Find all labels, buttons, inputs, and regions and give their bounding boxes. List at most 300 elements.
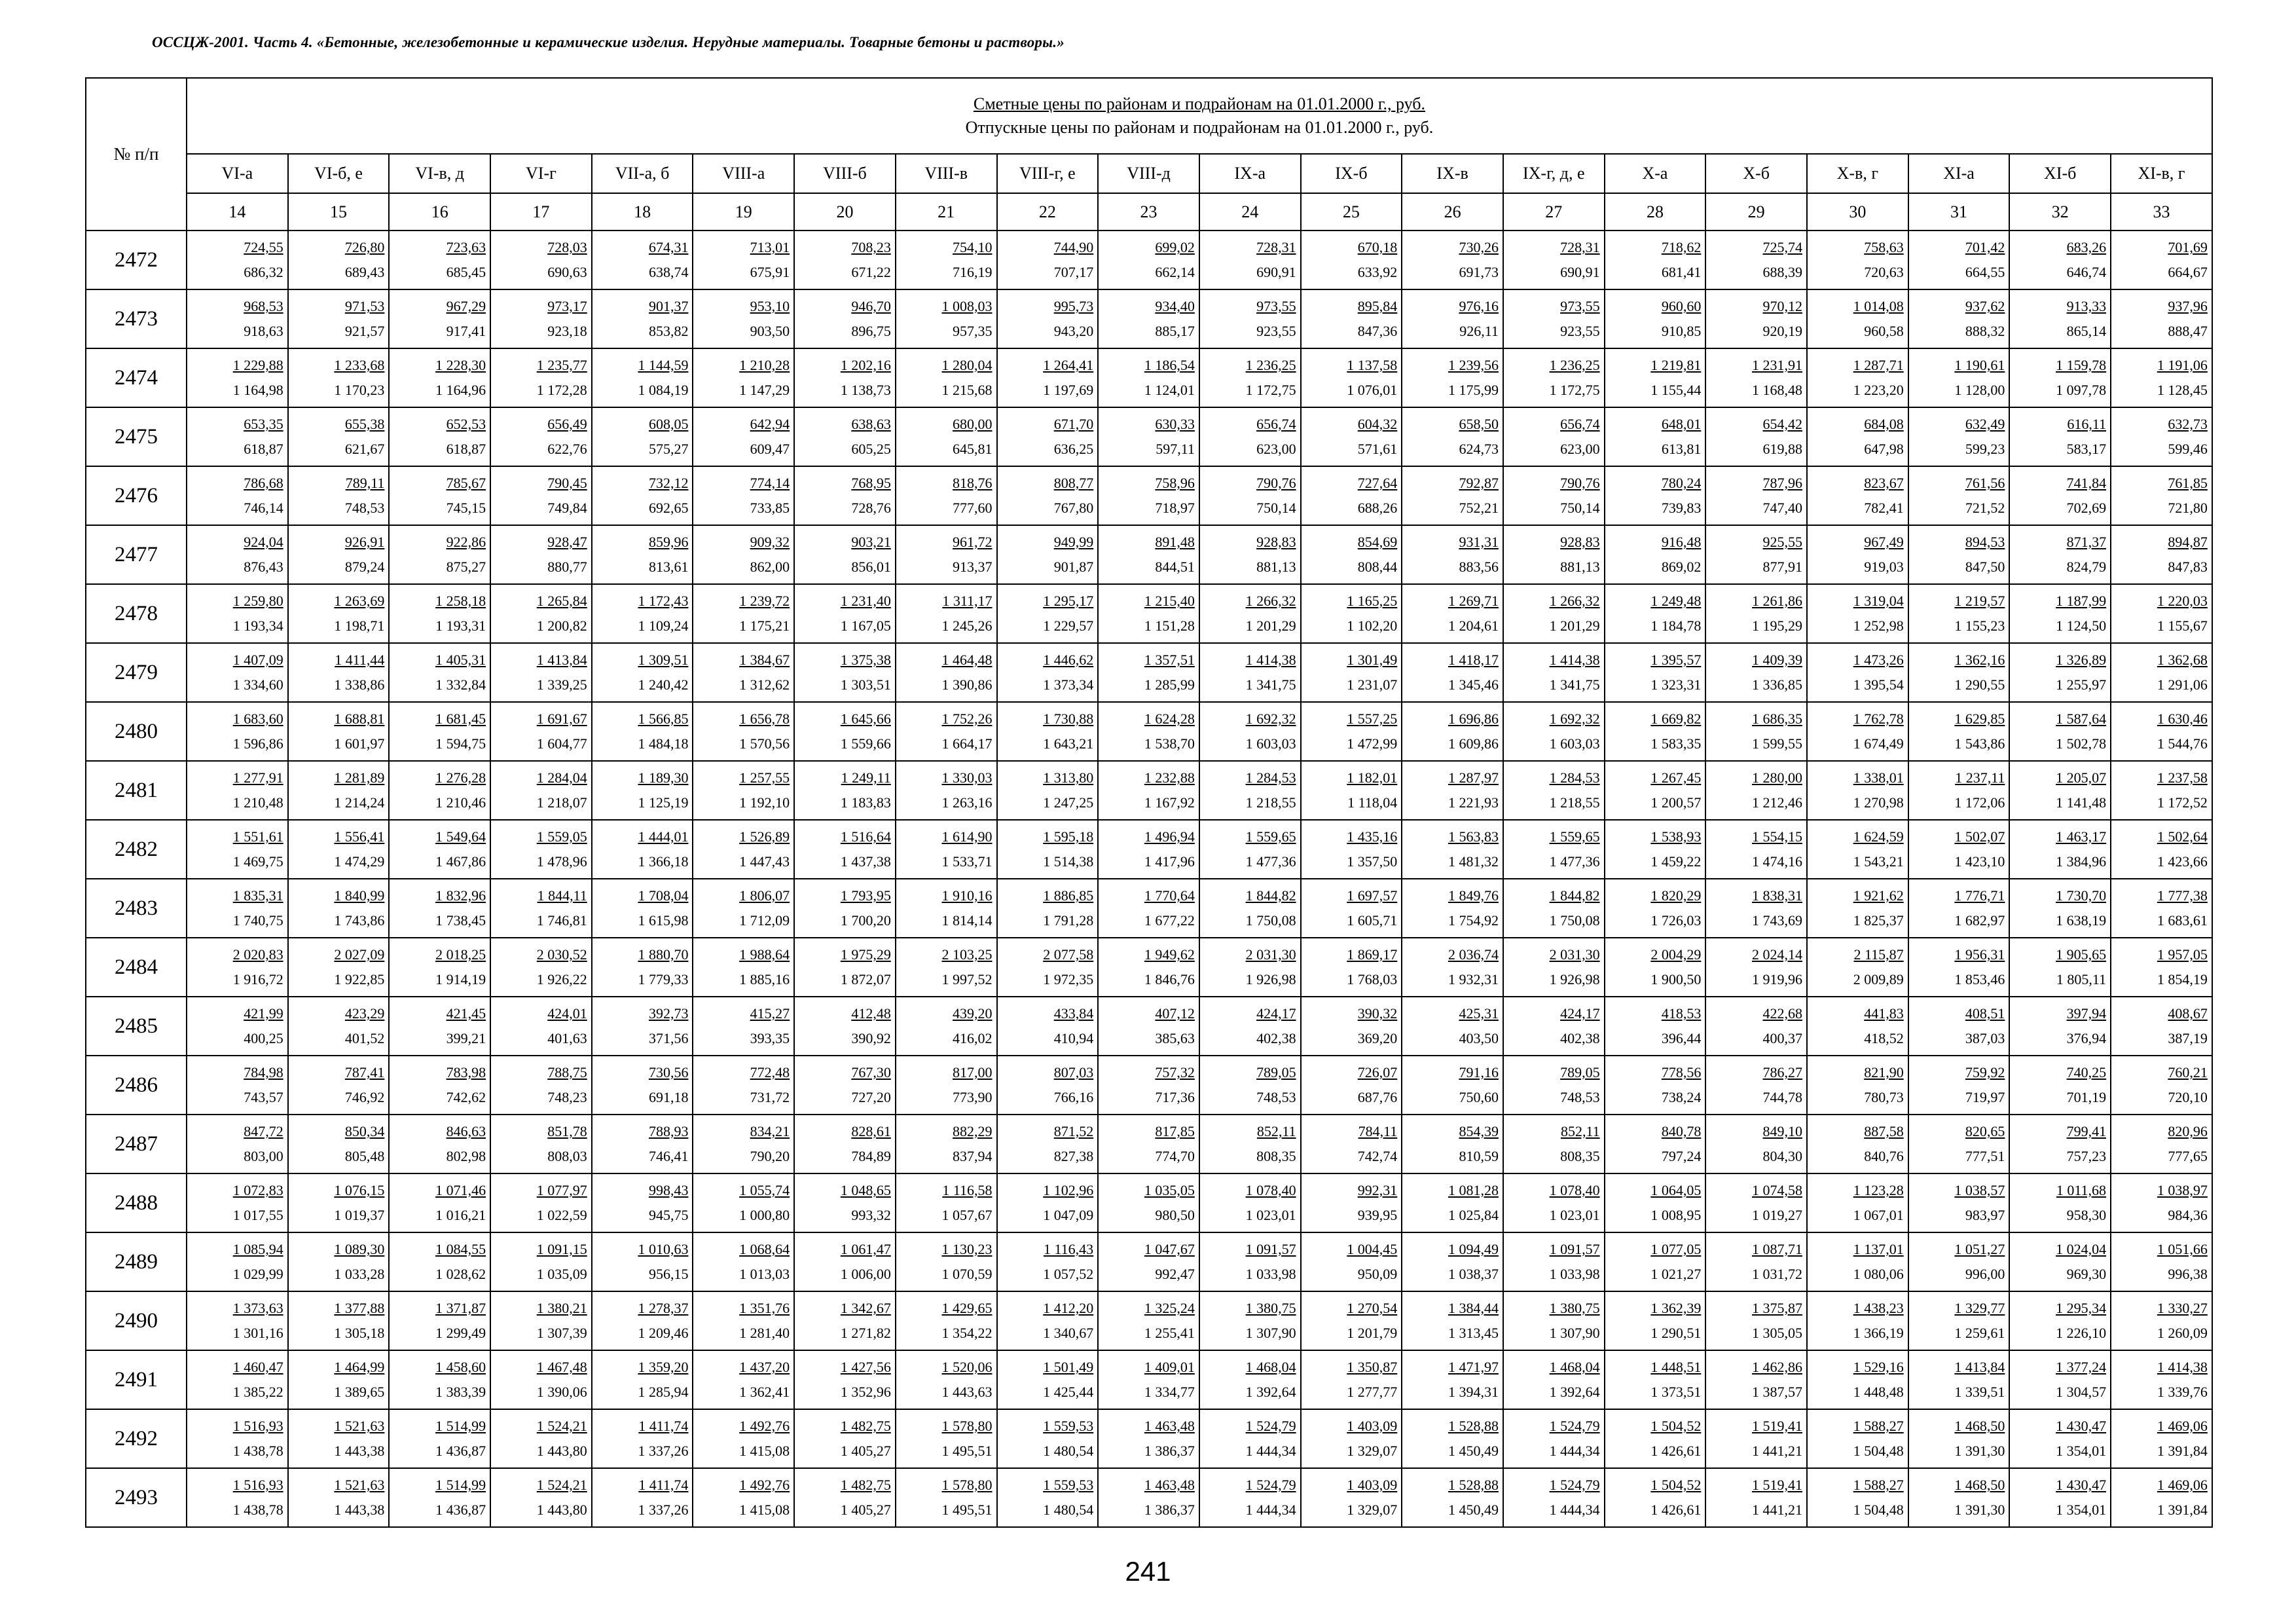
release-price: 996,38 xyxy=(2168,1266,2208,1282)
estimate-price: 415,27 xyxy=(750,1005,790,1022)
release-price: 1 391,30 xyxy=(1954,1502,2005,1518)
price-cell xyxy=(997,1056,1099,1115)
price-cell xyxy=(187,702,288,761)
release-price: 1 247,25 xyxy=(1043,794,1094,811)
price-cell xyxy=(389,820,490,879)
estimate-price: 2 103,25 xyxy=(941,946,993,963)
release-price: 1 444,34 xyxy=(1245,1443,1296,1459)
price-cell xyxy=(1199,879,1301,938)
release-price: 1 495,51 xyxy=(941,1502,993,1518)
release-price: 1 459,22 xyxy=(1650,853,1702,870)
release-price: 1 443,80 xyxy=(536,1502,587,1518)
price-cell xyxy=(1199,231,1301,289)
release-price: 690,63 xyxy=(547,264,587,280)
price-cell xyxy=(2111,289,2212,348)
estimate-price: 1 681,45 xyxy=(435,710,486,727)
price-cell xyxy=(896,407,997,466)
release-price: 1 814,14 xyxy=(941,912,993,929)
estimate-price: 1 087,71 xyxy=(1752,1241,1802,1257)
release-price: 1 008,95 xyxy=(1650,1207,1702,1223)
release-price: 903,50 xyxy=(750,323,790,339)
price-cell xyxy=(1098,584,1199,643)
release-price: 622,76 xyxy=(547,441,587,457)
price-cell xyxy=(592,584,693,643)
price-cell xyxy=(693,525,794,584)
release-price: 1 057,67 xyxy=(941,1207,993,1223)
price-cell xyxy=(1402,1409,1503,1468)
release-price: 418,52 xyxy=(1864,1030,1904,1046)
release-price: 1 175,99 xyxy=(1448,382,1499,398)
price-cell xyxy=(1705,820,1807,879)
price-cell xyxy=(490,1409,592,1468)
price-cell xyxy=(2111,1173,2212,1232)
estimate-price: 849,10 xyxy=(1762,1123,1802,1139)
estimate-price: 1 624,59 xyxy=(1853,828,1904,845)
estimate-price: 604,32 xyxy=(1357,416,1398,432)
estimate-price: 937,62 xyxy=(1965,298,2005,314)
price-cell xyxy=(1908,1173,2010,1232)
price-cell xyxy=(794,525,896,584)
price-cell xyxy=(2009,1173,2111,1232)
estimate-price: 1 233,68 xyxy=(334,357,385,373)
release-price: 1 263,16 xyxy=(941,794,993,811)
estimate-price: 2 031,30 xyxy=(1245,946,1296,963)
estimate-price: 728,03 xyxy=(547,239,587,255)
release-price: 1 594,75 xyxy=(435,735,486,752)
price-cell xyxy=(288,820,390,879)
price-cell xyxy=(1705,1232,1807,1291)
price-cell xyxy=(997,466,1099,525)
estimate-price: 1 413,84 xyxy=(1954,1359,2005,1375)
release-price: 720,10 xyxy=(2168,1089,2208,1105)
price-table xyxy=(85,77,2213,1528)
region-header-row xyxy=(86,154,2212,193)
release-price: 662,14 xyxy=(1155,264,1195,280)
estimate-price: 847,72 xyxy=(244,1123,283,1139)
price-cell xyxy=(794,289,896,348)
price-cell xyxy=(896,1409,997,1468)
estimate-price: 1 501,49 xyxy=(1043,1359,1094,1375)
release-price: 1 448,48 xyxy=(1853,1384,1904,1400)
column-number: 25 xyxy=(1301,193,1402,231)
estimate-price: 1 538,93 xyxy=(1650,828,1702,845)
release-price: 1 504,48 xyxy=(1853,1502,1904,1518)
release-price: 691,73 xyxy=(1459,264,1499,280)
release-price: 827,38 xyxy=(1053,1148,1094,1164)
estimate-price: 1 880,70 xyxy=(638,946,689,963)
release-price: 1 336,85 xyxy=(1752,676,1802,693)
estimate-price: 1 172,43 xyxy=(638,593,689,609)
estimate-price: 1 496,94 xyxy=(1144,828,1195,845)
release-price: 1 390,06 xyxy=(536,1384,587,1400)
release-price: 1 057,52 xyxy=(1043,1266,1094,1282)
price-cell xyxy=(490,348,592,407)
estimate-price: 968,53 xyxy=(244,298,283,314)
estimate-price: 632,73 xyxy=(2168,416,2208,432)
price-cell xyxy=(1199,1115,1301,1173)
estimate-price: 786,68 xyxy=(244,475,283,491)
estimate-price: 730,56 xyxy=(648,1064,689,1080)
release-price: 1 260,09 xyxy=(2157,1325,2208,1341)
release-price: 1 332,84 xyxy=(435,676,486,693)
release-price: 1 480,54 xyxy=(1043,1443,1094,1459)
estimate-price: 934,40 xyxy=(1155,298,1195,314)
estimate-price: 1 267,45 xyxy=(1650,769,1702,786)
estimate-price: 1 229,88 xyxy=(232,357,283,373)
region-header: VIII-б xyxy=(794,154,896,193)
price-cell xyxy=(794,820,896,879)
estimate-price: 656,49 xyxy=(547,416,587,432)
release-price: 824,79 xyxy=(2066,559,2107,575)
price-cell xyxy=(2009,525,2111,584)
price-cell xyxy=(896,1291,997,1350)
price-cell xyxy=(1503,997,1605,1056)
price-cell xyxy=(1908,1056,2010,1115)
estimate-price: 1 182,01 xyxy=(1347,769,1398,786)
release-price: 1 033,98 xyxy=(1549,1266,1600,1282)
region-header: VIII-г, е xyxy=(997,154,1099,193)
price-cell xyxy=(896,1350,997,1409)
release-price: 1 345,46 xyxy=(1448,676,1499,693)
price-cell xyxy=(1301,820,1402,879)
release-price: 1 080,06 xyxy=(1853,1266,1904,1282)
price-cell xyxy=(2009,1232,2111,1291)
release-price: 2 009,89 xyxy=(1853,971,1904,987)
estimate-price: 1 375,38 xyxy=(840,652,891,668)
estimate-price: 1 730,70 xyxy=(2056,887,2107,904)
release-price: 957,35 xyxy=(953,323,993,339)
price-cell xyxy=(2009,1468,2111,1527)
estimate-price: 1 838,31 xyxy=(1752,887,1802,904)
price-cell xyxy=(1402,1291,1503,1350)
release-price: 1 304,57 xyxy=(2056,1384,2107,1400)
estimate-price: 903,21 xyxy=(851,534,891,550)
price-cell xyxy=(693,702,794,761)
release-price: 1 209,46 xyxy=(638,1325,689,1341)
release-price: 1 167,92 xyxy=(1144,794,1195,811)
estimate-price: 754,10 xyxy=(953,239,993,255)
release-price: 881,13 xyxy=(1560,559,1600,575)
release-price: 780,73 xyxy=(1864,1089,1904,1105)
estimate-price: 1 091,57 xyxy=(1245,1241,1296,1257)
release-price: 1 198,71 xyxy=(334,618,385,634)
release-price: 1 067,01 xyxy=(1853,1207,1904,1223)
price-cell xyxy=(2009,407,2111,466)
estimate-price: 1 064,05 xyxy=(1650,1182,1702,1198)
release-price: 1 124,50 xyxy=(2056,618,2107,634)
price-cell xyxy=(490,702,592,761)
table-row xyxy=(86,1291,2212,1350)
release-price: 782,41 xyxy=(1864,500,1904,516)
estimate-price: 725,74 xyxy=(1762,239,1802,255)
price-cell xyxy=(1098,466,1199,525)
release-price: 1 109,24 xyxy=(638,618,689,634)
release-price: 1 373,51 xyxy=(1650,1384,1702,1400)
release-price: 945,75 xyxy=(648,1207,689,1223)
estimate-price: 1 078,40 xyxy=(1245,1182,1296,1198)
price-cell xyxy=(997,1291,1099,1350)
estimate-price: 744,90 xyxy=(1053,239,1094,255)
estimate-price: 772,48 xyxy=(750,1064,790,1080)
estimate-price: 2 036,74 xyxy=(1448,946,1499,963)
release-price: 1 395,54 xyxy=(1853,676,1904,693)
estimate-price: 680,00 xyxy=(953,416,993,432)
release-price: 1 215,68 xyxy=(941,382,993,398)
release-price: 1 609,86 xyxy=(1448,735,1499,752)
estimate-price: 818,76 xyxy=(953,475,993,491)
estimate-price: 1 446,62 xyxy=(1043,652,1094,668)
release-price: 638,74 xyxy=(648,264,689,280)
release-price: 1 312,62 xyxy=(739,676,790,693)
estimate-price: 759,92 xyxy=(1965,1064,2005,1080)
estimate-price: 1 287,97 xyxy=(1448,769,1499,786)
release-price: 1 386,37 xyxy=(1144,1443,1195,1459)
price-cell xyxy=(187,1468,288,1527)
estimate-price: 1 468,04 xyxy=(1245,1359,1296,1375)
estimate-price: 1 373,63 xyxy=(232,1300,283,1316)
release-price: 917,41 xyxy=(446,323,486,339)
release-price: 1 155,23 xyxy=(1954,618,2005,634)
price-cell xyxy=(1807,1468,1908,1527)
price-cell xyxy=(2009,938,2111,997)
estimate-price: 1 411,74 xyxy=(638,1418,689,1434)
price-cell xyxy=(288,702,390,761)
price-cell xyxy=(389,1232,490,1291)
release-price: 1 583,35 xyxy=(1650,735,1702,752)
estimate-price: 1 048,65 xyxy=(840,1182,891,1198)
release-price: 1 201,79 xyxy=(1347,1325,1398,1341)
price-cell xyxy=(187,1291,288,1350)
estimate-price: 854,39 xyxy=(1459,1123,1499,1139)
estimate-price: 834,21 xyxy=(750,1123,790,1139)
release-price: 1 712,09 xyxy=(739,912,790,929)
price-cell xyxy=(2009,643,2111,702)
price-cell xyxy=(187,1173,288,1232)
release-price: 1 415,08 xyxy=(739,1502,790,1518)
estimate-price: 1 371,87 xyxy=(435,1300,486,1316)
release-price: 1 245,26 xyxy=(941,618,993,634)
price-cell xyxy=(896,525,997,584)
release-price: 996,00 xyxy=(1965,1266,2005,1282)
estimate-price: 1 521,63 xyxy=(334,1477,385,1493)
release-price: 1 021,27 xyxy=(1650,1266,1702,1282)
release-price: 619,88 xyxy=(1762,441,1802,457)
price-cell xyxy=(592,997,693,1056)
estimate-price: 1 469,06 xyxy=(2157,1477,2208,1493)
price-cell xyxy=(1402,348,1503,407)
release-price: 1 543,86 xyxy=(1954,735,2005,752)
estimate-price: 1 239,56 xyxy=(1448,357,1499,373)
row-number: 2492 xyxy=(86,1409,187,1468)
estimate-price: 973,17 xyxy=(547,298,587,314)
table-row xyxy=(86,702,2212,761)
price-cell xyxy=(389,348,490,407)
price-cell xyxy=(1098,1350,1199,1409)
estimate-price: 1 377,24 xyxy=(2056,1359,2107,1375)
release-price: 1 271,82 xyxy=(840,1325,891,1341)
release-price: 1 138,73 xyxy=(840,382,891,398)
release-price: 1 872,07 xyxy=(840,971,891,987)
price-cell xyxy=(896,761,997,820)
release-price: 748,53 xyxy=(344,500,385,516)
estimate-price: 757,32 xyxy=(1155,1064,1195,1080)
release-price: 847,36 xyxy=(1357,323,1398,339)
estimate-price: 1 438,23 xyxy=(1853,1300,1904,1316)
release-price: 869,02 xyxy=(1661,559,1702,575)
price-cell xyxy=(1503,1291,1605,1350)
estimate-price: 1 326,89 xyxy=(2056,652,2107,668)
price-cell xyxy=(794,1056,896,1115)
estimate-price: 654,42 xyxy=(1762,416,1802,432)
release-price: 1 664,17 xyxy=(941,735,993,752)
estimate-price: 1 071,46 xyxy=(435,1182,486,1198)
estimate-price: 1 464,99 xyxy=(334,1359,385,1375)
price-cell xyxy=(2009,231,2111,289)
estimate-price: 1 081,28 xyxy=(1448,1182,1499,1198)
estimate-price: 656,74 xyxy=(1560,416,1600,432)
release-price: 1 226,10 xyxy=(2056,1325,2107,1341)
release-price: 1 391,84 xyxy=(2157,1502,2208,1518)
price-cell xyxy=(288,1291,390,1350)
price-cell xyxy=(1301,525,1402,584)
estimate-price: 683,26 xyxy=(2066,239,2107,255)
price-cell xyxy=(1605,466,1706,525)
release-price: 808,35 xyxy=(1256,1148,1296,1164)
price-cell xyxy=(187,1409,288,1468)
estimate-price: 1 595,18 xyxy=(1043,828,1094,845)
column-number: 14 xyxy=(187,193,288,231)
price-cell xyxy=(1199,1056,1301,1115)
release-price: 1 204,61 xyxy=(1448,618,1499,634)
release-price: 1 175,21 xyxy=(739,618,790,634)
region-header: IX-в xyxy=(1402,154,1503,193)
estimate-price: 1 362,16 xyxy=(1954,652,2005,668)
price-cell xyxy=(896,1468,997,1527)
price-cell xyxy=(2111,1291,2212,1350)
price-cell xyxy=(1705,348,1807,407)
estimate-price: 723,63 xyxy=(446,239,486,255)
estimate-price: 1 832,96 xyxy=(435,887,486,904)
release-price: 720,63 xyxy=(1864,264,1904,280)
estimate-price: 928,83 xyxy=(1560,534,1600,550)
price-cell xyxy=(896,938,997,997)
release-price: 1 484,18 xyxy=(638,735,689,752)
release-price: 790,20 xyxy=(750,1148,790,1164)
price-cell xyxy=(288,407,390,466)
price-cell xyxy=(1605,1350,1706,1409)
price-cell xyxy=(1402,466,1503,525)
release-price: 618,87 xyxy=(244,441,283,457)
estimate-price: 1 284,53 xyxy=(1245,769,1296,786)
table-row xyxy=(86,1350,2212,1409)
price-cell xyxy=(2111,525,2212,584)
release-price: 1 168,48 xyxy=(1752,382,1802,398)
row-number: 2481 xyxy=(86,761,187,820)
estimate-price: 1 524,79 xyxy=(1549,1477,1600,1493)
release-price: 1 386,37 xyxy=(1144,1502,1195,1518)
release-price: 777,60 xyxy=(953,500,993,516)
release-price: 742,74 xyxy=(1357,1148,1398,1164)
estimate-price: 701,69 xyxy=(2168,239,2208,255)
release-price: 862,00 xyxy=(750,559,790,575)
release-price: 1 750,08 xyxy=(1245,912,1296,929)
estimate-price: 1 280,04 xyxy=(941,357,993,373)
release-price: 749,84 xyxy=(547,500,587,516)
estimate-price: 732,12 xyxy=(648,475,689,491)
release-price: 1 436,87 xyxy=(435,1443,486,1459)
price-cell xyxy=(2009,1056,2111,1115)
estimate-price: 780,24 xyxy=(1661,475,1702,491)
release-price: 856,01 xyxy=(851,559,891,575)
release-price: 1 337,26 xyxy=(638,1502,689,1518)
price-cell xyxy=(693,1173,794,1232)
estimate-price: 1 886,85 xyxy=(1043,887,1094,904)
region-header: VI-а xyxy=(187,154,288,193)
estimate-price: 1 077,05 xyxy=(1650,1241,1702,1257)
estimate-price: 2 031,30 xyxy=(1549,946,1600,963)
price-cell xyxy=(794,1468,896,1527)
release-price: 1 038,37 xyxy=(1448,1266,1499,1282)
release-price: 1 172,28 xyxy=(536,382,587,398)
estimate-price: 1 089,30 xyxy=(334,1241,385,1257)
release-price: 956,15 xyxy=(648,1266,689,1282)
price-cell xyxy=(794,1115,896,1173)
estimate-price: 397,94 xyxy=(2066,1005,2107,1022)
price-cell xyxy=(389,997,490,1056)
estimate-price: 871,37 xyxy=(2066,534,2107,550)
release-price: 888,32 xyxy=(1965,323,2005,339)
release-price: 876,43 xyxy=(244,559,283,575)
release-price: 1 472,99 xyxy=(1347,735,1398,752)
estimate-price: 971,53 xyxy=(344,298,385,314)
estimate-price: 1 563,83 xyxy=(1448,828,1499,845)
price-cell xyxy=(389,1409,490,1468)
release-price: 1 916,72 xyxy=(232,971,283,987)
release-price: 808,35 xyxy=(1560,1148,1600,1164)
release-price: 752,21 xyxy=(1459,500,1499,516)
estimate-price: 1 559,53 xyxy=(1043,1477,1094,1493)
release-price: 797,24 xyxy=(1661,1148,1702,1164)
price-cell xyxy=(389,938,490,997)
price-cell xyxy=(1301,1232,1402,1291)
column-number: 30 xyxy=(1807,193,1908,231)
price-cell xyxy=(490,1115,592,1173)
price-cell xyxy=(997,525,1099,584)
estimate-price: 608,05 xyxy=(648,416,689,432)
release-price: 1 926,98 xyxy=(1549,971,1600,987)
price-cell xyxy=(187,525,288,584)
release-price: 808,03 xyxy=(547,1148,587,1164)
price-cell xyxy=(693,231,794,289)
release-price: 1 846,76 xyxy=(1144,971,1195,987)
price-cell xyxy=(1807,584,1908,643)
estimate-price: 758,63 xyxy=(1864,239,1904,255)
release-price: 1 599,55 xyxy=(1752,735,1802,752)
price-cell xyxy=(592,820,693,879)
release-price: 575,27 xyxy=(648,441,689,457)
estimate-price: 840,78 xyxy=(1661,1123,1702,1139)
estimate-price: 790,45 xyxy=(547,475,587,491)
release-price: 1 972,35 xyxy=(1043,971,1094,987)
estimate-price: 1 266,32 xyxy=(1549,593,1600,609)
price-cell xyxy=(794,1173,896,1232)
release-price: 1 022,59 xyxy=(536,1207,587,1223)
price-cell xyxy=(1908,1468,2010,1527)
price-cell xyxy=(1908,231,2010,289)
price-cell xyxy=(592,231,693,289)
estimate-price: 741,84 xyxy=(2066,475,2107,491)
estimate-price: 787,96 xyxy=(1762,475,1802,491)
